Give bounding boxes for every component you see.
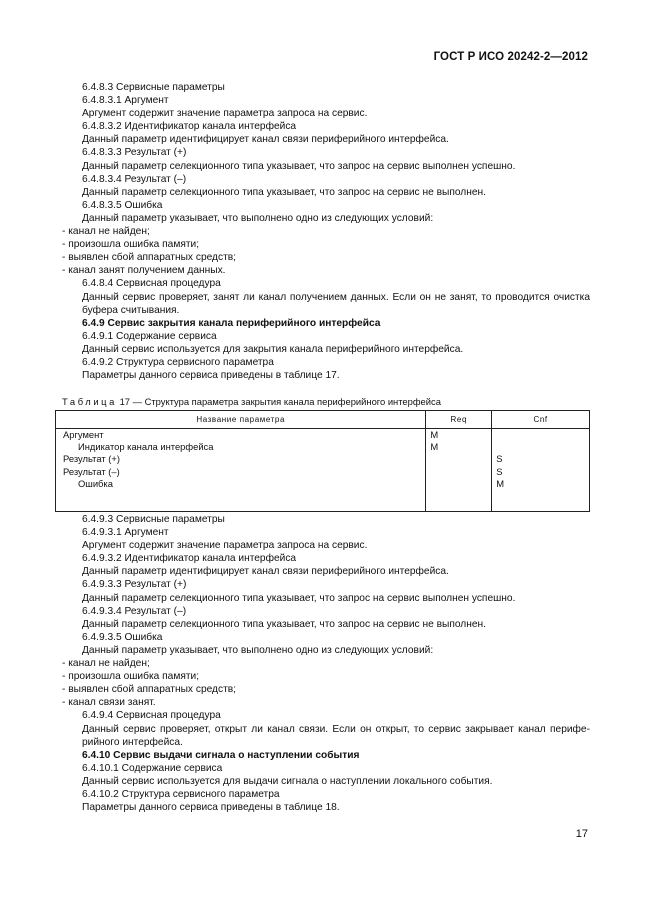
paragraph: 6.4.10 Сервис выдачи сигнала о наступлении события (82, 749, 360, 761)
paragraph: - канал не найден; (62, 226, 150, 238)
paragraph: 6.4.9.3.3 Результат (+) (82, 579, 187, 591)
table-17-caption (62, 396, 441, 407)
table-body-row (56, 429, 590, 512)
req-column (426, 429, 492, 512)
table-17 (55, 410, 590, 512)
column-header-req: Req (426, 411, 492, 429)
paragraph: 6.4.8.3.2 Идентификатор канала интерфейса (82, 121, 297, 133)
paragraph: 6.4.10.1 Содержание сервиса (82, 762, 223, 774)
paragraph: Аргумент содержит значение параметра запроса на сервис. (82, 108, 368, 120)
paragraph: Данный сервис используется для выдачи сигнала о наступлении локального события. (82, 775, 493, 787)
paragraph: 6.4.9.4 Сервисная процедура (82, 710, 221, 722)
paragraph: 6.4.9.3.2 Идентификатор канала интерфейса (82, 553, 297, 565)
cnf-cell (492, 429, 589, 441)
req-cell: M (430, 429, 439, 440)
paragraph: Данный сервис проверяет, открыт ли канал связи. Если он открыт, то сервис закрывает канал перифе- рийного интерфейса. (82, 723, 590, 748)
paragraph: Данный параметр селекционного типа указывает, что запрос на сервис не выполнен. (82, 618, 486, 630)
paragraph: - выявлен сбой аппаратных средств; (62, 684, 236, 696)
req-cell (426, 466, 491, 478)
parameter-name-cell: Аргумент (63, 429, 104, 440)
req-cell (426, 453, 491, 465)
parameter-name-column (56, 429, 426, 512)
cnf-cell: S (496, 465, 503, 477)
paragraph: 6.4.9 Сервис закрытия канала периферийного интерфейса (82, 317, 381, 329)
column-header-cnf: Cnf (492, 411, 590, 429)
section-6-4-9-3-to-6-4-10-2 (62, 513, 590, 814)
req-cell (426, 478, 491, 490)
table-header-row (56, 411, 590, 429)
page-number: 17 (575, 828, 588, 840)
parameter-name-cell: Результат (+) (63, 453, 120, 465)
req-cell: M (430, 441, 439, 453)
paragraph: Данный параметр идентифицирует канал связи периферийного интерфейса. (82, 134, 449, 146)
paragraph: - канал связи занят. (62, 697, 156, 709)
cnf-cell: S (496, 453, 503, 465)
paragraph: Параметры данного сервиса приведены в таблице 18. (82, 802, 340, 814)
paragraph: Аргумент содержит значение параметра запроса на сервис. (82, 540, 368, 552)
paragraph: Данный сервис используется для закрытия канала периферийного интерфейса. (82, 343, 464, 355)
column-header-name: Название параметра (56, 411, 426, 429)
cnf-cell: M (496, 477, 505, 489)
paragraph: Данный параметр селекционного типа указывает, что запрос на сервис выполнен успешно. (82, 592, 516, 604)
paragraph: 6.4.9.3 Сервисные параметры (82, 514, 225, 525)
paragraph: 6.4.8.3.3 Результат (+) (82, 147, 187, 159)
paragraph: Данный сервис проверяет, занят ли канал получением данных. Если он не занят, то проводится очистка буфера считывания. (82, 291, 590, 316)
paragraph: Данный параметр указывает, что выполнено одно из следующих условий: (82, 212, 434, 224)
paragraph: Данный параметр селекционного типа указывает, что запрос на сервис не выполнен. (82, 186, 486, 198)
paragraph: - произошла ошибка памяти; (62, 239, 200, 251)
document-id: ГОСТ Р ИСО 20242-2—2012 (433, 51, 588, 63)
paragraph: 6.4.9.2 Структура сервисного параметра (82, 356, 274, 368)
parameter-name-cell: Ошибка (78, 477, 113, 489)
parameter-name-cell: Результат (–) (63, 465, 120, 477)
cnf-column (492, 429, 590, 512)
paragraph: 6.4.9.1 Содержание сервиса (82, 330, 217, 342)
paragraph: - канал не найден; (62, 658, 150, 670)
paragraph: - выявлен сбой аппаратных средств; (62, 252, 236, 264)
paragraph: 6.4.8.3.4 Результат (–) (82, 173, 187, 185)
paragraph: 6.4.8.4 Сервисная процедура (82, 278, 221, 290)
paragraph: Параметры данного сервиса приведены в таблице 17. (82, 370, 340, 382)
paragraph: - произошла ошибка памяти; (62, 671, 200, 683)
table-caption-word: Таблица (62, 396, 117, 407)
paragraph: Данный параметр идентифицирует канал связи периферийного интерфейса. (82, 566, 449, 578)
section-6-4-8-3-to-6-4-9-2 (62, 81, 590, 382)
table-caption-title: 17 — Структура параметра закрытия канала периферийного интерфейса (116, 396, 441, 407)
paragraph: 6.4.10.2 Структура сервисного параметра (82, 788, 280, 800)
paragraph: 6.4.9.3.4 Результат (–) (82, 605, 187, 617)
paragraph: Данный параметр указывает, что выполнено одно из следующих условий: (82, 644, 434, 656)
parameter-name-cell: Индикатор канала интерфейса (78, 441, 214, 453)
paragraph: 6.4.9.3.5 Ошибка (82, 631, 163, 643)
paragraph: 6.4.8.3.1 Аргумент (82, 95, 169, 107)
cnf-cell (492, 441, 589, 453)
paragraph: Данный параметр селекционного типа указывает, что запрос на сервис выполнен успешно. (82, 160, 516, 172)
paragraph: 6.4.8.3.5 Ошибка (82, 199, 163, 211)
paragraph: 6.4.9.3.1 Аргумент (82, 527, 169, 539)
paragraph: 6.4.8.3 Сервисные параметры (82, 82, 225, 93)
paragraph: - канал занят получением данных. (62, 265, 226, 277)
